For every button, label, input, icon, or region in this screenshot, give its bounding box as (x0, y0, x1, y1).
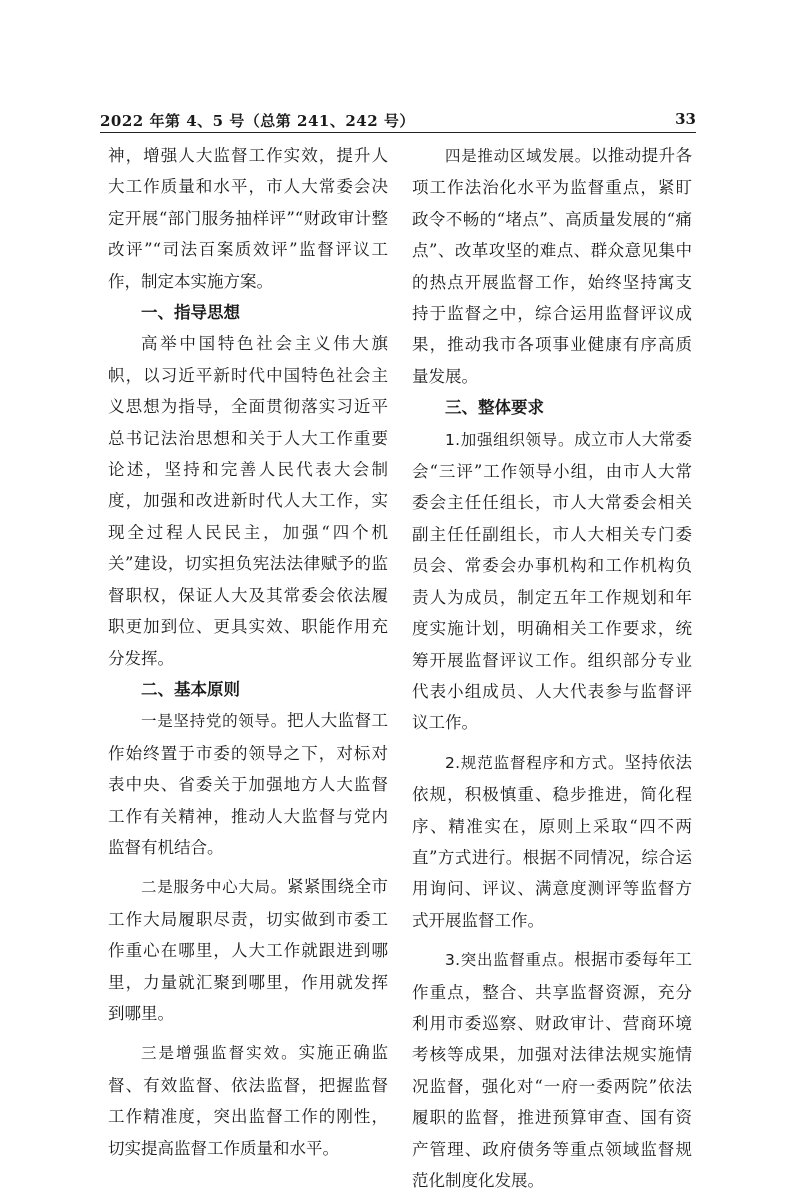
paragraph-requirement-1 (412, 424, 692, 739)
paragraph-principle-4 (412, 140, 692, 392)
principle-1-lead: 一是坚持党的领导。 (141, 712, 287, 731)
paragraph-requirement-2 (412, 747, 692, 936)
principle-2-body: 紧紧围绕全市工作大局履职尽责，切实做到市委工作重心在哪里，人大工作就跟进到哪里，力量就汇聚到哪里，作用就发挥到哪里。 (108, 877, 389, 1023)
requirement-1-lead: 1.加强组织领导。 (445, 430, 575, 449)
paragraph-principle-1 (108, 705, 388, 863)
principle-4-body: 以推动提升各项工作法治化水平为监督重点，紧盯政令不畅的“堵点”、高质量发展的“痛点”、改革攻坚的难点、群众意见集中的热点开展监督工作，始终坚持寓支持于监督之中，综合运用监督评议成果，推动我市各项事业健康有序高质量发展。 (412, 146, 693, 386)
requirement-2-body: 坚持依法依规，积极慎重、稳步推进，简化程序、精准实在，原则上采取“四不两直”方式进行。根据不同情况，综合运用询问、评议、满意度测评等监督方式开展监督工作。 (412, 752, 693, 930)
paragraph-requirement-3 (412, 944, 692, 1196)
principle-2-lead: 二是服务中心大局。 (141, 878, 287, 897)
left-column (108, 140, 388, 1164)
page-number: 33 (675, 110, 696, 128)
requirement-3-lead: 3.突出监督重点。 (445, 951, 575, 970)
requirement-3-body: 根据市委每年工作重点，整合、共享监督资源，充分利用市委巡察、财政审计、营商环境考核等成果，加强对法律法规实施情况监督，强化对“一府一委两院”依法履职的监督，推进预算审查、国有资产管理、政府债务等重点领域监督规范化制度化发展。 (412, 950, 692, 1190)
section-heading-guiding-ideology: 一、指导思想 (141, 303, 240, 323)
principle-3-lead: 三是增强监督实效。 (141, 1044, 299, 1063)
paragraph-principle-3 (108, 1037, 388, 1164)
paragraph-intro-continued: 神，增强人大监督工作实效，提升人大工作质量和水平，市人大常委会决定开展“部门服务抽样评”“财政审计整改评”“司法百案质效评”监督评议工作，制定本实施方案。 (108, 146, 388, 291)
section-heading-basic-principles: 二、基本原则 (141, 679, 240, 699)
principle-3-body: 实施正确监督、有效监督、依法监督，把握监督工作精准度，突出监督工作的刚性，切实提高监督工作质量和水平。 (108, 1043, 389, 1158)
section-heading-overall-requirements: 三、整体要求 (445, 398, 544, 418)
requirement-2-lead: 2.规范监督程序和方式。 (445, 753, 625, 772)
paragraph-principle-2 (108, 871, 388, 1029)
requirement-1-body: 成立市人大常委会“三评”工作领导小组，由市人大常委会主任任组长，市人大常委会相关副主任任副组长，市人大相关专门委员会、常委会办事机构和工作机构负责人为成员，制定五年工作规划和年度实施计划，明确相关工作要求，统筹开展监督评议工作。组织部分专业代表小组成员、人大代表参与监督评议工作。 (412, 429, 692, 733)
issue-info: 2022 年第 4、5 号（总第 241、242 号） (100, 112, 415, 130)
paragraph-guiding-ideology: 高举中国特色社会主义伟大旗帜，以习近平新时代中国特色社会主义思想为指导，全面贯彻落实习近平总书记法治思想和关于人大工作重要论述，坚持和完善人民代表大会制度，加强和改进新时代人大工作，实现全过程人民民主，加强“四个机关”建设，切实担负宪法法律赋予的监督职权，保证人大及其常委会依法履职更加到位、更具实效、职能作用充分发挥。 (108, 334, 388, 668)
page-header (100, 108, 696, 133)
principle-1-body: 把人大监督工作始终置于市委的领导之下，对标对表中央、省委关于加强地方人大监督工作有关精神，推动人大监督与党内监督有机结合。 (108, 711, 389, 857)
principle-4-lead: 四是推动区域发展。 (445, 147, 591, 165)
right-column (412, 140, 692, 1196)
